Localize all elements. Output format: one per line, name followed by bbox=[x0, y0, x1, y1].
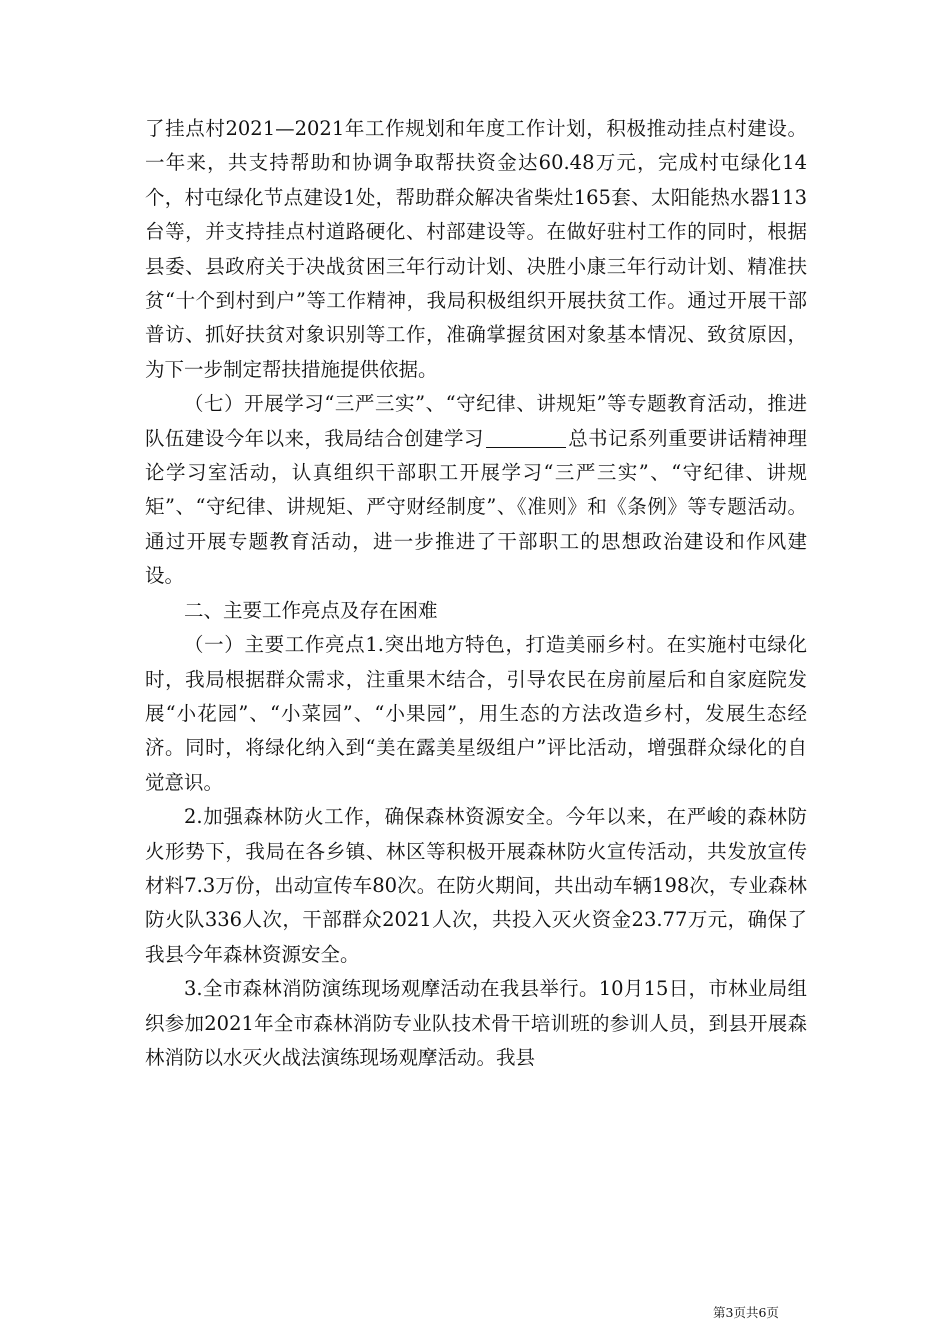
fill-in-blank bbox=[486, 427, 566, 448]
paragraph-continuation: 了挂点村2021—2021年工作规划和年度工作计划，积极推动挂点村建设。一年来，共支持帮助和协调争取帮扶资金达60.48万元，完成村屯绿化14个，村屯绿化节点建设1处，帮助群众解决省柴灶165套、太阳能热水器113台等，并支持挂点村道路硬化、村部建设等。在做好驻村工作的同时，根据县委、县政府关于决战贫困三年行动计划、决胜小康三年行动计划、精准扶贫“十个到村到户”等工作精神，我局积极组织开展扶贫工作。通过开展干部普访、抓好扶贫对象识别等工作，准确掌握贫困对象基本情况、致贫原因，为下一步制定帮扶措施提供依据。 bbox=[145, 117, 807, 381]
paragraph-section-7-after-blank: 总书记系列重要讲话精神理论学习室活动，认真组织干部职工开展学习“三严三实”、“守纪律、讲规矩”、“守纪律、讲规矩、严守财经制度”、《准则》和《条例》等专题活动。通过开展专题教育活动，进一步推进了干部职工的思想政治建设和作风建设。 bbox=[145, 426, 807, 588]
paragraph-section-7-before-blank: （七）开展学习“三严三实”、“守纪律、讲规矩”等专题教育活动，推进队伍建设今年以来，我局结合创建学习 bbox=[145, 392, 807, 450]
page-number-footer: 第3页共6页 bbox=[713, 1305, 779, 1320]
paragraph-highlight-3: 3.全市森林消防演练现场观摩活动在我县举行。10月15日，市林业局组织参加2021年全市森林消防专业队技术骨干培训班的参训人员，到县开展森林消防以水灭火战法演练现场观摩活动。我县 bbox=[145, 977, 807, 1069]
paragraph-section-7 bbox=[145, 387, 807, 593]
paragraph-highlight-1: （一）主要工作亮点1.突出地方特色，打造美丽乡村。在实施村屯绿化时，我局根据群众需求，注重果木结合，引导农民在房前屋后和自家庭院发展“小花园”、“小菜园”、“小果园”，用生态的方法改造乡村，发展生态经济。同时，将绿化纳入到“美在露美星级组户”评比活动，增强群众绿化的自觉意识。 bbox=[145, 633, 807, 794]
section-heading-2: 二、主要工作亮点及存在困难 bbox=[184, 598, 438, 622]
document-body bbox=[145, 112, 807, 1075]
paragraph-highlight-2: 2.加强森林防火工作，确保森林资源安全。今年以来，在严峻的森林防火形势下，我局在各乡镇、林区等积极开展森林防火宣传活动，共发放宣传材料7.3万份，出动宣传车80次。在防火期间，共出动车辆198次，专业森林防火队336人次，干部群众2021人次，共投入灭火资金23.77万元，确保了我县今年森林资源安全。 bbox=[145, 805, 807, 966]
